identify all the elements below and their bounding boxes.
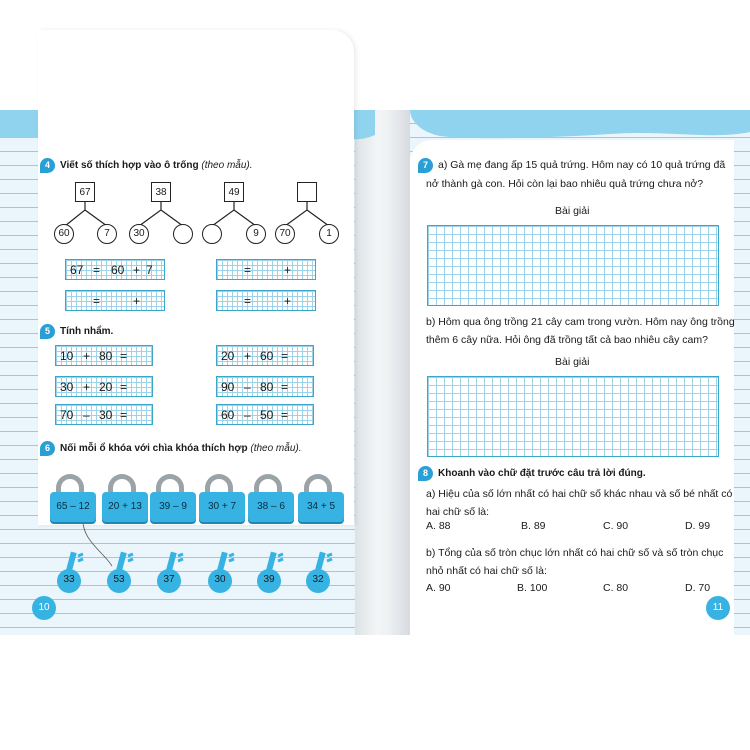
lock-1[interactable] <box>50 490 90 530</box>
key-3-label: 37 <box>163 574 175 585</box>
ex4-row-3[interactable] <box>65 290 165 311</box>
ex5-row-6-b: 50 <box>260 408 274 422</box>
ex5-row-5-op: – <box>83 408 90 422</box>
ex5-row-4[interactable] <box>216 376 314 397</box>
page-number-left: 10 <box>32 596 56 620</box>
ex4-row-4-eq: = <box>244 294 252 308</box>
key-4[interactable] <box>207 550 241 594</box>
ex5-row-2-a: 20 <box>221 349 235 363</box>
exercise-7-badge: 7 <box>418 158 433 173</box>
ex5-row-1-b: 80 <box>99 349 113 363</box>
tree-3-right: 9 <box>246 224 266 244</box>
ex5-row-6-eq: = <box>281 408 289 422</box>
ex4-row-3-eq: = <box>93 294 101 308</box>
ex5-row-1-eq: = <box>120 349 128 363</box>
ex8-b-option-c[interactable]: C. 80 <box>603 582 629 594</box>
ex8-b-option-b[interactable]: B. 100 <box>517 582 548 594</box>
ex8-a-line1: a) Hiệu của số lớn nhất có hai chữ số khác nhau và số bé nhất có <box>426 488 733 500</box>
ex5-row-2-eq: = <box>281 349 289 363</box>
exercise-8-title: Khoanh vào chữ đặt trước câu trả lời đúng. <box>438 468 646 479</box>
ex8-b-option-d[interactable]: D. 70 <box>685 582 711 594</box>
ex4-row-4-op: + <box>284 294 292 308</box>
key-1-label: 33 <box>63 574 75 585</box>
ex7-b-line2: thêm 6 cây nữa. Hỏi ông đã trồng tất cả bao nhiêu cây cam? <box>426 334 708 346</box>
exercise-6-title: Nối mỗi ổ khóa với chìa khóa thích hợp (theo mẫu). <box>60 443 302 454</box>
ex4-row-2-eq: = <box>244 263 252 277</box>
key-6[interactable] <box>305 550 339 594</box>
tree-4-left: 70 <box>275 224 295 244</box>
answer-grid-b[interactable] <box>427 376 719 457</box>
ex8-a-option-b[interactable]: B. 89 <box>521 520 546 532</box>
tree-2-right[interactable] <box>173 224 193 244</box>
ex5-row-2[interactable] <box>216 345 314 366</box>
ex5-row-5-a: 70 <box>60 408 74 422</box>
ex5-row-2-b: 60 <box>260 349 274 363</box>
ex7-a-line1: a) Gà mẹ đang ấp 15 quả trứng. Hôm nay có 10 quả trứng đã <box>438 159 726 171</box>
ex4-row-1-c: 7 <box>146 263 153 277</box>
tree-1-right: 7 <box>97 224 117 244</box>
ex5-row-3-eq: = <box>120 380 128 394</box>
lock-1-label: 65 – 12 <box>56 501 90 512</box>
exercise-5-title: Tính nhẩm. <box>60 326 114 337</box>
lock-5-label: 38 – 6 <box>257 501 285 512</box>
ex5-row-4-op: – <box>244 380 251 394</box>
tree-4-right: 1 <box>319 224 339 244</box>
lock-4-label: 30 + 7 <box>207 501 237 512</box>
ex5-row-3-a: 30 <box>60 380 74 394</box>
key-2-label: 53 <box>113 574 125 585</box>
exercise-8-badge: 8 <box>418 466 433 481</box>
key-5[interactable] <box>256 550 290 594</box>
ex8-b-line2: nhỏ nhất có hai chữ số là: <box>426 565 547 577</box>
ex5-row-4-b: 80 <box>260 380 274 394</box>
tree-3-left[interactable] <box>202 224 222 244</box>
key-icon <box>305 550 339 594</box>
lock-4[interactable] <box>199 490 239 530</box>
lock-2[interactable] <box>102 490 142 530</box>
answer-grid-a[interactable] <box>427 225 719 306</box>
key-icon <box>56 550 90 594</box>
key-icon <box>207 550 241 594</box>
ex4-row-1-eq: = <box>93 263 101 277</box>
key-icon <box>256 550 290 594</box>
ex5-row-3[interactable] <box>55 376 153 397</box>
key-icon <box>156 550 190 594</box>
ex4-row-2[interactable] <box>216 259 316 280</box>
ex4-row-1-a: 67 <box>70 263 84 277</box>
ex8-b-line1: b) Tổng của số tròn chục lớn nhất có hai chữ số và số tròn chục <box>426 547 724 559</box>
ex8-a-line2: hai chữ số là: <box>426 506 490 518</box>
ex4-row-4[interactable] <box>216 290 316 311</box>
ex5-row-6[interactable] <box>216 404 314 425</box>
ex5-row-1[interactable] <box>55 345 153 366</box>
ex5-row-1-a: 10 <box>60 349 74 363</box>
lock-5[interactable] <box>248 490 288 530</box>
lock-6-label: 34 + 5 <box>306 501 336 512</box>
ex5-row-1-op: + <box>83 349 91 363</box>
ex5-row-5[interactable] <box>55 404 153 425</box>
ex5-row-3-op: + <box>83 380 91 394</box>
key-6-label: 32 <box>312 574 324 585</box>
ex8-a-option-c[interactable]: C. 90 <box>603 520 629 532</box>
ex4-row-3-op: + <box>133 294 141 308</box>
key-1[interactable] <box>56 550 90 594</box>
ex5-row-3-b: 20 <box>99 380 113 394</box>
ex5-row-4-a: 90 <box>221 380 235 394</box>
tree-1-top: 67 <box>75 182 95 202</box>
ex4-row-1-op: + <box>133 263 141 277</box>
ex8-a-option-a[interactable]: A. 88 <box>426 520 451 532</box>
ex5-row-5-eq: = <box>120 408 128 422</box>
lock-2-label: 20 + 13 <box>108 501 142 512</box>
ex4-row-1[interactable] <box>65 259 165 280</box>
solution-label-b: Bài giải <box>555 356 590 368</box>
ex5-row-6-op: – <box>244 408 251 422</box>
ex7-b-line1: b) Hôm qua ông trồng 21 cây cam trong vườn. Hôm nay ông trồng <box>426 316 735 328</box>
ex8-b-option-a[interactable]: A. 90 <box>426 582 451 594</box>
ex4-row-1-b: 60 <box>111 263 125 277</box>
tree-2-left: 30 <box>129 224 149 244</box>
ex4-row-2-op: + <box>284 263 292 277</box>
key-icon <box>106 550 140 594</box>
tree-1-left: 60 <box>54 224 74 244</box>
key-5-label: 39 <box>263 574 275 585</box>
ex5-row-6-a: 60 <box>221 408 235 422</box>
exercise-4-title: Viết số thích hợp vào ô trống (theo mẫu). <box>60 160 253 171</box>
lock-3-label: 39 – 9 <box>159 501 187 512</box>
ex5-row-5-b: 30 <box>99 408 113 422</box>
lock-6[interactable] <box>298 490 338 530</box>
page-number-right: 11 <box>706 596 730 620</box>
exercise-5-badge: 5 <box>40 324 55 339</box>
exercise-4-badge: 4 <box>40 158 55 173</box>
ex5-row-4-eq: = <box>281 380 289 394</box>
tree-3-top: 49 <box>224 182 244 202</box>
key-2[interactable] <box>106 550 140 594</box>
key-3[interactable] <box>156 550 190 594</box>
ex8-a-option-d[interactable]: D. 99 <box>685 520 711 532</box>
exercise-6-badge: 6 <box>40 441 55 456</box>
tree-2-top: 38 <box>151 182 171 202</box>
key-4-label: 30 <box>214 574 226 585</box>
lock-3[interactable] <box>150 490 190 530</box>
tree-4-top[interactable] <box>297 182 317 202</box>
ex7-a-line2: nở thành gà con. Hỏi còn lại bao nhiêu quả trứng chưa nở? <box>426 178 704 190</box>
solution-label-a: Bài giải <box>555 205 590 217</box>
ex5-row-2-op: + <box>244 349 252 363</box>
